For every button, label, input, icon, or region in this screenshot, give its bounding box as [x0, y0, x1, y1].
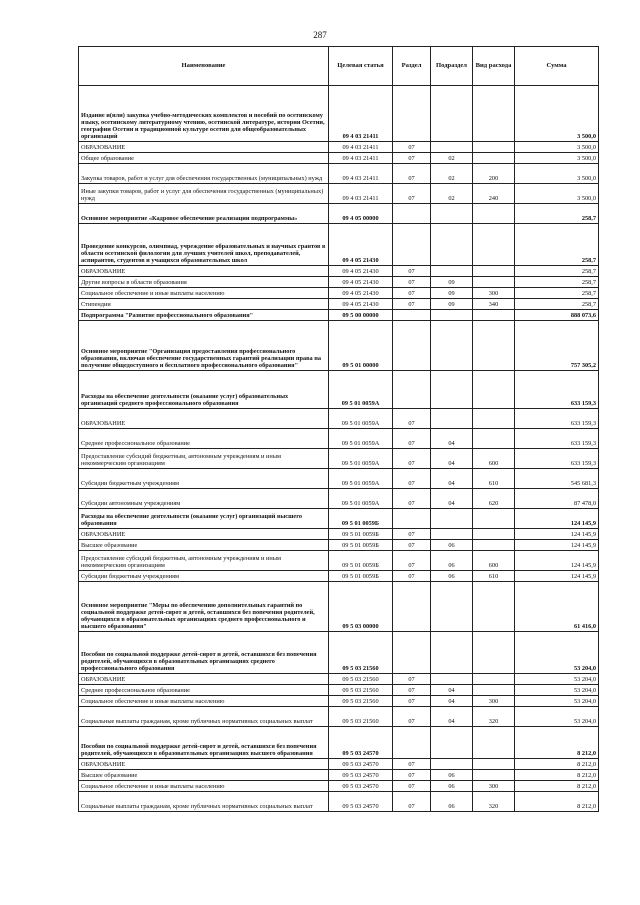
table-row [79, 299, 599, 310]
row-section-cell [393, 204, 431, 224]
row-name-cell: Пособия по социальной поддержке детей-сирот и детей, оставшихся без попечения родителей, обучающихся в образовательных организациях среднего профессионального образования [79, 632, 329, 674]
row-name-cell: Иные закупки товаров, работ и услуг для обеспечения государственных (муниципальных) нужд [79, 184, 329, 204]
row-subsection-cell [431, 266, 473, 277]
row-subsection-cell: 04 [431, 685, 473, 696]
row-code-cell: 09 5 01 0059А [329, 469, 393, 489]
row-expense-type-cell [473, 632, 515, 674]
table-row [79, 142, 599, 153]
table-row [79, 540, 599, 551]
row-expense-type-cell [473, 371, 515, 409]
table-row [79, 674, 599, 685]
row-code-cell: 09 5 01 0059А [329, 449, 393, 469]
budget-table [78, 46, 599, 812]
table-row [79, 449, 599, 469]
row-expense-type-cell [473, 770, 515, 781]
row-code-cell: 09 5 03 24570 [329, 781, 393, 792]
row-sum-cell: 3 500,0 [515, 86, 599, 142]
row-sum-cell: 633 159,3 [515, 371, 599, 409]
row-section-cell: 07 [393, 792, 431, 812]
table-row [79, 509, 599, 529]
row-name-cell: Социальные выплаты гражданам, кроме публичных нормативных социальных выплат [79, 792, 329, 812]
table-row [79, 489, 599, 509]
row-section-cell: 07 [393, 696, 431, 707]
row-sum-cell: 258,7 [515, 204, 599, 224]
row-section-cell: 07 [393, 184, 431, 204]
row-name-cell: Предоставление субсидий бюджетным, автономным учреждениям и иным некоммерческим организациям [79, 449, 329, 469]
row-expense-type-cell: 340 [473, 299, 515, 310]
row-section-cell: 07 [393, 266, 431, 277]
row-code-cell: 09 5 01 0059А [329, 489, 393, 509]
row-code-cell: 09 5 01 0059Б [329, 529, 393, 540]
row-code-cell: 09 5 01 0059А [329, 429, 393, 449]
row-expense-type-cell [473, 204, 515, 224]
row-section-cell [393, 321, 431, 371]
table-row [79, 551, 599, 571]
row-subsection-cell [431, 582, 473, 632]
row-expense-type-cell [473, 266, 515, 277]
table-row [79, 759, 599, 770]
row-sum-cell: 8 212,0 [515, 770, 599, 781]
row-sum-cell: 8 212,0 [515, 727, 599, 759]
table-row [79, 409, 599, 429]
row-name-cell: Среднее профессиональное образование [79, 685, 329, 696]
row-code-cell: 09 5 03 24570 [329, 759, 393, 770]
table-body [79, 86, 599, 812]
row-sum-cell: 87 478,0 [515, 489, 599, 509]
row-expense-type-cell: 600 [473, 449, 515, 469]
row-name-cell: Социальное обеспечение и иные выплаты населению [79, 696, 329, 707]
row-sum-cell: 258,7 [515, 266, 599, 277]
row-expense-type-cell: 610 [473, 571, 515, 582]
row-section-cell: 07 [393, 288, 431, 299]
row-sum-cell: 633 159,3 [515, 449, 599, 469]
row-name-cell: Закупка товаров, работ и услуг для обеспечения государственных (муниципальных) нужд [79, 164, 329, 184]
row-sum-cell: 53 204,0 [515, 685, 599, 696]
row-subsection-cell: 06 [431, 540, 473, 551]
table-row [79, 288, 599, 299]
table-row [79, 153, 599, 164]
row-section-cell: 07 [393, 571, 431, 582]
row-code-cell: 09 5 01 0059Б [329, 540, 393, 551]
row-subsection-cell [431, 759, 473, 770]
row-sum-cell: 258,7 [515, 277, 599, 288]
row-subsection-cell: 06 [431, 770, 473, 781]
row-sum-cell: 258,7 [515, 288, 599, 299]
row-name-cell: Предоставление субсидий бюджетным, автономным учреждениям и иным некоммерческим организациям [79, 551, 329, 571]
row-section-cell [393, 224, 431, 266]
table-row [79, 321, 599, 371]
row-name-cell: Субсидии автономным учреждениям [79, 489, 329, 509]
row-subsection-cell: 09 [431, 299, 473, 310]
row-section-cell: 07 [393, 449, 431, 469]
row-subsection-cell [431, 409, 473, 429]
row-sum-cell: 3 500,0 [515, 184, 599, 204]
row-subsection-cell [431, 632, 473, 674]
row-name-cell: ОБРАЗОВАНИЕ [79, 529, 329, 540]
row-name-cell: Расходы на обеспечение деятельности (оказание услуг) организаций высшего образования [79, 509, 329, 529]
row-expense-type-cell [473, 759, 515, 770]
row-section-cell: 07 [393, 489, 431, 509]
row-code-cell: 09 5 03 24570 [329, 792, 393, 812]
row-subsection-cell [431, 86, 473, 142]
row-expense-type-cell [473, 142, 515, 153]
row-expense-type-cell [473, 509, 515, 529]
row-expense-type-cell [473, 727, 515, 759]
row-subsection-cell: 04 [431, 489, 473, 509]
row-expense-type-cell [473, 321, 515, 371]
row-section-cell [393, 632, 431, 674]
row-code-cell: 09 4 05 21430 [329, 277, 393, 288]
row-section-cell: 07 [393, 153, 431, 164]
row-section-cell: 07 [393, 299, 431, 310]
table-row [79, 469, 599, 489]
row-sum-cell: 258,7 [515, 299, 599, 310]
row-subsection-cell [431, 509, 473, 529]
row-section-cell [393, 582, 431, 632]
row-section-cell: 07 [393, 540, 431, 551]
row-expense-type-cell: 320 [473, 707, 515, 727]
row-sum-cell: 757 305,2 [515, 321, 599, 371]
row-section-cell [393, 310, 431, 321]
row-code-cell: 09 4 03 21411 [329, 142, 393, 153]
row-name-cell: Подпрограмма "Развитие профессионального образования" [79, 310, 329, 321]
table-row [79, 429, 599, 449]
row-subsection-cell [431, 321, 473, 371]
row-expense-type-cell [473, 277, 515, 288]
row-name-cell: ОБРАЗОВАНИЕ [79, 759, 329, 770]
row-sum-cell: 8 212,0 [515, 792, 599, 812]
row-sum-cell: 53 204,0 [515, 674, 599, 685]
row-subsection-cell [431, 224, 473, 266]
row-expense-type-cell: 320 [473, 792, 515, 812]
row-name-cell: Расходы на обеспечение деятельности (оказание услуг) образовательных организаций среднего профессионального образования [79, 371, 329, 409]
row-sum-cell: 124 145,9 [515, 571, 599, 582]
row-sum-cell: 633 159,3 [515, 409, 599, 429]
row-name-cell: ОБРАЗОВАНИЕ [79, 266, 329, 277]
header-code: Целевая статья [329, 47, 393, 86]
row-section-cell: 07 [393, 707, 431, 727]
row-code-cell: 09 4 03 21411 [329, 164, 393, 184]
row-sum-cell: 124 145,9 [515, 529, 599, 540]
row-code-cell: 09 4 05 21430 [329, 266, 393, 277]
row-sum-cell: 3 500,0 [515, 164, 599, 184]
row-section-cell: 07 [393, 409, 431, 429]
row-section-cell: 07 [393, 781, 431, 792]
row-code-cell: 09 5 03 21560 [329, 632, 393, 674]
row-expense-type-cell [473, 540, 515, 551]
row-sum-cell: 8 212,0 [515, 781, 599, 792]
row-subsection-cell [431, 674, 473, 685]
table-row [79, 770, 599, 781]
row-name-cell: Пособия по социальной поддержке детей-сирот и детей, оставшихся без попечения родителей, обучающихся в образовательных организациях высшего образования [79, 727, 329, 759]
row-sum-cell: 8 212,0 [515, 759, 599, 770]
row-subsection-cell: 06 [431, 792, 473, 812]
row-expense-type-cell: 300 [473, 288, 515, 299]
table-row [79, 707, 599, 727]
row-subsection-cell: 04 [431, 449, 473, 469]
row-subsection-cell: 04 [431, 469, 473, 489]
row-sum-cell: 3 500,0 [515, 142, 599, 153]
row-section-cell [393, 509, 431, 529]
table-row [79, 792, 599, 812]
table-row [79, 184, 599, 204]
row-code-cell: 09 5 01 0059А [329, 371, 393, 409]
header-expense-type: Вид расхода [473, 47, 515, 86]
row-expense-type-cell [473, 582, 515, 632]
row-name-cell: Проведение конкурсов, олимпиад, учреждение образовательных и научных грантов в области осетинской филологии для лучших учителей школ, преподавателей, аспирантов, студентов и учащихся образовательных школ [79, 224, 329, 266]
row-code-cell: 09 4 03 21411 [329, 86, 393, 142]
header-sum: Сумма [515, 47, 599, 86]
table-header-row [79, 47, 599, 86]
header-subsection: Подраздел [431, 47, 473, 86]
row-section-cell [393, 371, 431, 409]
row-sum-cell: 888 073,6 [515, 310, 599, 321]
table-row [79, 727, 599, 759]
row-subsection-cell: 09 [431, 288, 473, 299]
row-sum-cell: 258,7 [515, 224, 599, 266]
row-name-cell: Основное мероприятие "Меры по обеспечению дополнительных гарантий по социальной поддержке детей-сирот и детей, оставшихся без попечения родителей, обучающихся в образовательных организациях среднего профессионального и высшего образования" [79, 582, 329, 632]
row-sum-cell: 53 204,0 [515, 707, 599, 727]
row-name-cell: Субсидии бюджетным учреждениям [79, 469, 329, 489]
row-expense-type-cell: 620 [473, 489, 515, 509]
table-row [79, 582, 599, 632]
row-name-cell: Основное мероприятие "Организация предоставления профессионального образования, включая обеспечение государственных гарантий реализации права на получение общедоступного и бесплатного профессионального образования" [79, 321, 329, 371]
row-expense-type-cell: 600 [473, 551, 515, 571]
row-subsection-cell [431, 204, 473, 224]
table-row [79, 86, 599, 142]
row-expense-type-cell [473, 429, 515, 449]
row-section-cell: 07 [393, 529, 431, 540]
row-expense-type-cell [473, 310, 515, 321]
row-sum-cell: 53 204,0 [515, 632, 599, 674]
row-expense-type-cell [473, 224, 515, 266]
row-subsection-cell [431, 142, 473, 153]
row-subsection-cell: 06 [431, 551, 473, 571]
row-name-cell: Социальные выплаты гражданам, кроме публичных нормативных социальных выплат [79, 707, 329, 727]
row-name-cell: Социальное обеспечение и иные выплаты населению [79, 288, 329, 299]
row-name-cell: Высшее образование [79, 770, 329, 781]
row-subsection-cell: 06 [431, 571, 473, 582]
row-section-cell [393, 727, 431, 759]
row-subsection-cell [431, 529, 473, 540]
row-expense-type-cell: 300 [473, 781, 515, 792]
row-sum-cell: 124 145,9 [515, 509, 599, 529]
row-code-cell: 09 5 03 21560 [329, 685, 393, 696]
row-subsection-cell: 04 [431, 707, 473, 727]
row-sum-cell: 124 145,9 [515, 540, 599, 551]
row-code-cell: 09 5 01 0059А [329, 409, 393, 429]
row-section-cell: 07 [393, 770, 431, 781]
table-row [79, 685, 599, 696]
row-expense-type-cell [473, 153, 515, 164]
row-code-cell: 09 5 01 00000 [329, 321, 393, 371]
row-code-cell: 09 5 00 00000 [329, 310, 393, 321]
row-code-cell: 09 4 03 21411 [329, 153, 393, 164]
row-code-cell: 09 4 03 21411 [329, 184, 393, 204]
row-name-cell: Среднее профессиональное образование [79, 429, 329, 449]
table-row [79, 224, 599, 266]
row-sum-cell: 3 500,0 [515, 153, 599, 164]
row-expense-type-cell: 200 [473, 164, 515, 184]
row-expense-type-cell: 240 [473, 184, 515, 204]
table-row [79, 310, 599, 321]
row-subsection-cell [431, 310, 473, 321]
row-subsection-cell: 06 [431, 781, 473, 792]
table-row [79, 277, 599, 288]
header-name: Наименование [79, 47, 329, 86]
row-name-cell: Издание и(или) закупка учебно-методических комплектов и пособий по осетинскому языку, осетинскому литературному чтению, осетинской литературе, истории Осетии, географии Осетии и традиционной культуре осетин для общеобразовательных организаций [79, 86, 329, 142]
row-section-cell [393, 86, 431, 142]
table-row [79, 204, 599, 224]
page-number: 287 [313, 30, 327, 40]
row-code-cell: 09 4 05 00000 [329, 204, 393, 224]
row-subsection-cell: 02 [431, 164, 473, 184]
row-subsection-cell: 04 [431, 429, 473, 449]
row-expense-type-cell: 610 [473, 469, 515, 489]
row-section-cell: 07 [393, 164, 431, 184]
row-section-cell: 07 [393, 469, 431, 489]
table-row [79, 371, 599, 409]
row-expense-type-cell [473, 674, 515, 685]
row-code-cell: 09 5 03 24570 [329, 770, 393, 781]
header-section: Раздел [393, 47, 431, 86]
row-code-cell: 09 4 05 21430 [329, 224, 393, 266]
row-section-cell: 07 [393, 674, 431, 685]
row-subsection-cell: 09 [431, 277, 473, 288]
row-expense-type-cell [473, 685, 515, 696]
row-section-cell: 07 [393, 429, 431, 449]
row-code-cell: 09 5 03 24570 [329, 727, 393, 759]
row-name-cell: ОБРАЗОВАНИЕ [79, 142, 329, 153]
row-subsection-cell: 04 [431, 696, 473, 707]
row-section-cell: 07 [393, 277, 431, 288]
row-name-cell: Общее образование [79, 153, 329, 164]
row-name-cell: Социальное обеспечение и иные выплаты населению [79, 781, 329, 792]
row-sum-cell: 124 145,9 [515, 551, 599, 571]
row-section-cell: 07 [393, 142, 431, 153]
table-row [79, 781, 599, 792]
row-sum-cell: 61 416,0 [515, 582, 599, 632]
row-expense-type-cell [473, 86, 515, 142]
row-code-cell: 09 4 05 21430 [329, 299, 393, 310]
row-name-cell: Высшее образование [79, 540, 329, 551]
row-code-cell: 09 4 05 21430 [329, 288, 393, 299]
row-name-cell: Субсидии бюджетным учреждениям [79, 571, 329, 582]
row-code-cell: 09 5 01 0059Б [329, 509, 393, 529]
table-row [79, 571, 599, 582]
row-code-cell: 09 5 01 0059Б [329, 551, 393, 571]
table-row [79, 164, 599, 184]
row-code-cell: 09 5 03 21560 [329, 674, 393, 685]
row-name-cell: Основное мероприятие «Кадровое обеспечение реализации подпрограммы» [79, 204, 329, 224]
table-row [79, 529, 599, 540]
row-sum-cell: 633 159,3 [515, 429, 599, 449]
row-sum-cell: 53 204,0 [515, 696, 599, 707]
table-row [79, 632, 599, 674]
row-subsection-cell: 02 [431, 153, 473, 164]
row-name-cell: Стипендии [79, 299, 329, 310]
row-section-cell: 07 [393, 551, 431, 571]
row-subsection-cell: 02 [431, 184, 473, 204]
row-expense-type-cell: 300 [473, 696, 515, 707]
table-row [79, 266, 599, 277]
row-section-cell: 07 [393, 759, 431, 770]
row-expense-type-cell [473, 529, 515, 540]
row-name-cell: ОБРАЗОВАНИЕ [79, 409, 329, 429]
row-code-cell: 09 5 03 00000 [329, 582, 393, 632]
row-code-cell: 09 5 03 21560 [329, 696, 393, 707]
row-expense-type-cell [473, 409, 515, 429]
row-name-cell: Другие вопросы в области образования [79, 277, 329, 288]
row-subsection-cell [431, 371, 473, 409]
row-code-cell: 09 5 01 0059Б [329, 571, 393, 582]
row-sum-cell: 545 681,3 [515, 469, 599, 489]
row-name-cell: ОБРАЗОВАНИЕ [79, 674, 329, 685]
row-subsection-cell [431, 727, 473, 759]
row-code-cell: 09 5 03 21560 [329, 707, 393, 727]
row-section-cell: 07 [393, 685, 431, 696]
table-row [79, 696, 599, 707]
